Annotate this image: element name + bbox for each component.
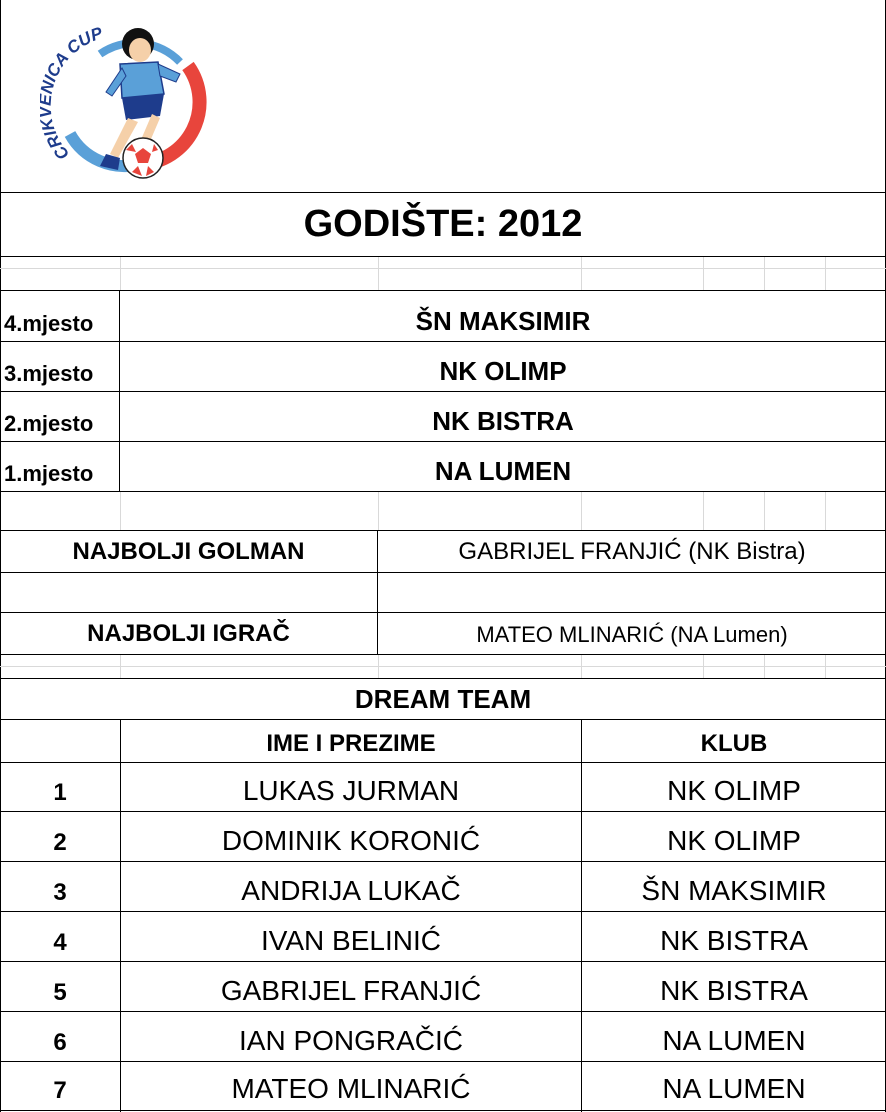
player-name: DOMINIK KORONIĆ <box>221 825 481 856</box>
gridline <box>825 257 826 291</box>
player-name: MATEO MLINARIĆ <box>231 1073 471 1104</box>
best-player-value: MATEO MLINARIĆ (NA Lumen) <box>476 621 788 647</box>
row-number: 5 <box>53 979 67 1006</box>
crikvenica-cup-logo <box>40 14 215 186</box>
best-player-label: NAJBOLJI IGRAČ <box>87 619 290 647</box>
gridline <box>825 655 826 678</box>
best-goalkeeper-value: GABRIJEL FRANJIĆ (NK Bistra) <box>458 537 806 565</box>
gridline <box>581 655 582 678</box>
gridline <box>120 655 121 678</box>
player-name: ANDRIJA LUKAČ <box>241 875 461 906</box>
gridline <box>378 492 379 530</box>
row-number: 6 <box>53 1029 67 1056</box>
placement-team: NK OLIMP <box>439 355 567 386</box>
rule <box>0 1110 886 1111</box>
player-name: IAN PONGRAČIĆ <box>238 1025 464 1056</box>
gridline <box>825 492 826 530</box>
dream-team-title: DREAM TEAM <box>354 683 532 714</box>
best-goalkeeper-label: NAJBOLJI GOLMAN <box>72 537 305 565</box>
player-club: NK OLIMP <box>667 775 801 806</box>
gridline <box>703 655 704 678</box>
player-club: NA LUMEN <box>662 1025 806 1056</box>
page-title: GODIŠTE: 2012 <box>303 203 583 245</box>
column-header-name: IME I PREZIME <box>266 730 436 757</box>
rule <box>0 762 886 763</box>
row-number: 1 <box>53 779 67 806</box>
gridline <box>378 257 379 291</box>
placement-team: NK BISTRA <box>432 405 574 436</box>
row-number: 7 <box>53 1077 67 1104</box>
placement-label: 1.mjesto <box>4 461 94 486</box>
player-club: NK BISTRA <box>660 925 808 956</box>
gridline <box>378 655 379 678</box>
player-club: NK OLIMP <box>667 825 801 856</box>
gridline <box>703 492 704 530</box>
player-club: NA LUMEN <box>662 1073 806 1104</box>
placement-label: 4.mjesto <box>4 311 94 336</box>
placement-team: NA LUMEN <box>434 455 572 486</box>
placement-label: 3.mjesto <box>4 361 94 386</box>
rule <box>0 256 886 257</box>
gridline <box>581 492 582 530</box>
gridline <box>764 492 765 530</box>
gridline <box>581 257 582 291</box>
rule <box>0 719 886 720</box>
gridline <box>120 492 121 530</box>
gridline <box>0 268 886 269</box>
column-header-club: KLUB <box>700 730 768 757</box>
player-club: ŠN MAKSIMIR <box>641 875 827 906</box>
player-name: LUKAS JURMAN <box>242 775 460 806</box>
player-club: NK BISTRA <box>660 975 808 1006</box>
row-number: 4 <box>53 929 67 956</box>
rule <box>0 290 886 291</box>
placement-team: ŠN MAKSIMIR <box>415 305 591 336</box>
gridline <box>0 666 886 667</box>
gridline <box>764 655 765 678</box>
gridline <box>764 257 765 291</box>
placement-label: 2.mjesto <box>4 411 94 436</box>
rule <box>0 572 886 573</box>
gridline <box>120 257 121 291</box>
player-name: IVAN BELINIĆ <box>261 925 441 956</box>
row-number: 2 <box>53 829 67 856</box>
gridline <box>703 257 704 291</box>
player-name: GABRIJEL FRANJIĆ <box>220 975 482 1006</box>
svg-text:CRIKVENICA CUP: CRI ICA CUP <box>40 23 105 164</box>
row-number: 3 <box>53 879 67 906</box>
